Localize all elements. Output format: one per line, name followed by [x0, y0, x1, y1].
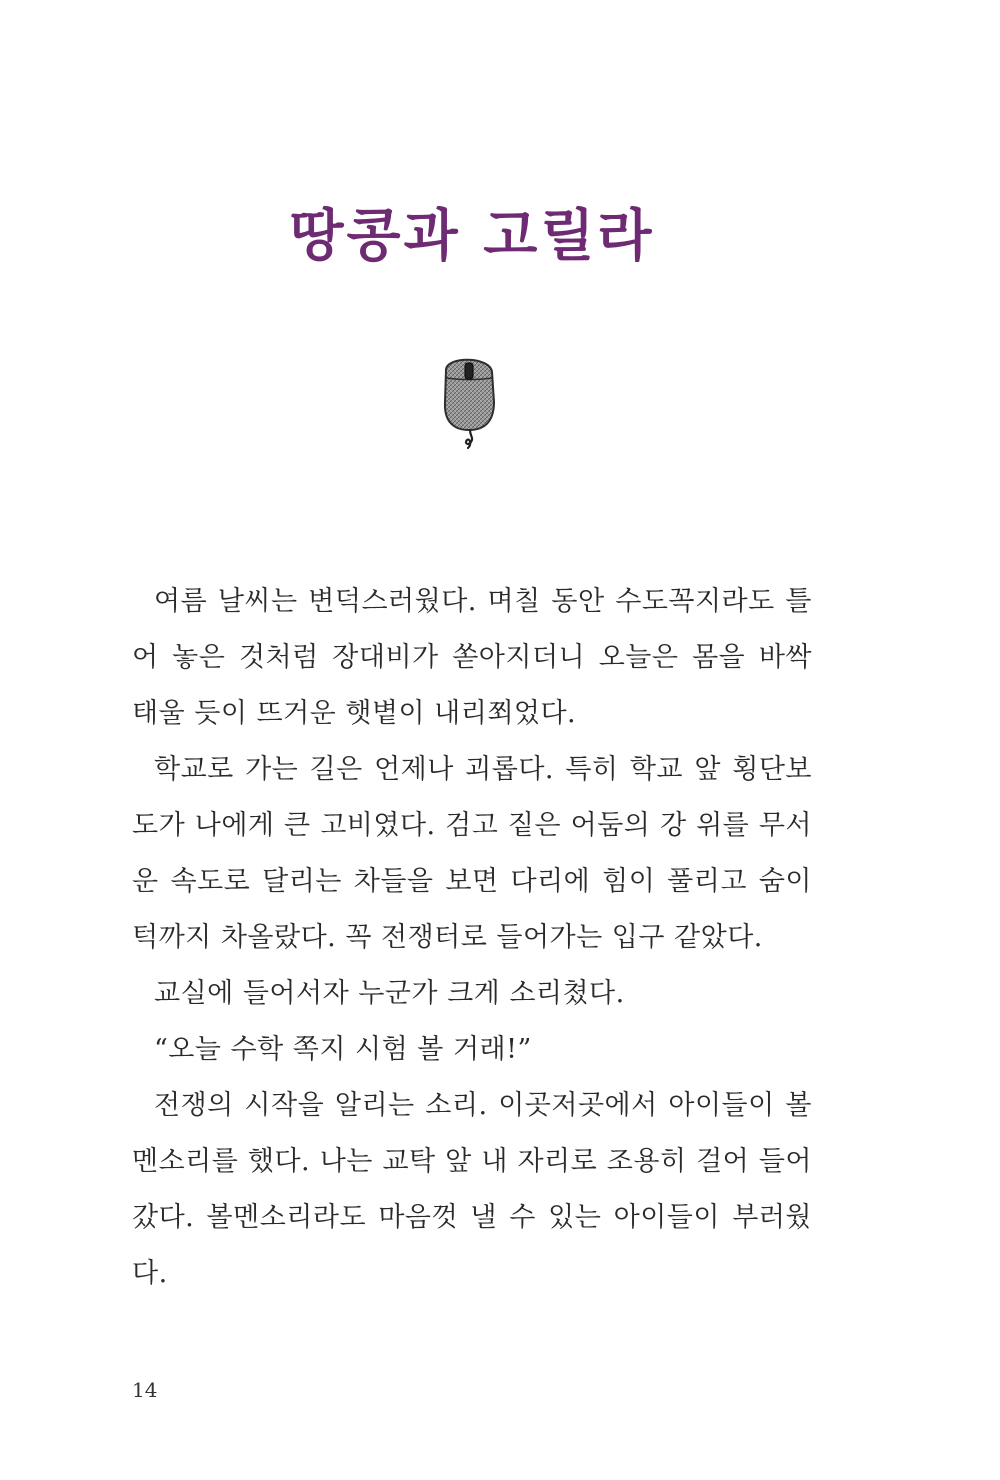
page-number: 14 — [132, 1378, 158, 1402]
paragraph-1: 여름 날씨는 변덕스러웠다. 며칠 동안 수도꼭지라도 틀어 놓은 것처럼 장대비가 쏟아지더니 오늘은 몸을 바싹 태울 듯이 뜨거운 햇볕이 내리쬐었다. — [132, 586, 812, 729]
chapter-body — [132, 574, 812, 1302]
paragraph-5: 전쟁의 시작을 알리는 소리. 이곳저곳에서 아이들이 볼멘소리를 했다. 나는 교탁 앞 내 자리로 조용히 걸어 들어갔다. 볼멘소리라도 마음껏 낼 수 있는 아이들이 부러웠다. — [132, 1090, 812, 1289]
chapter-title: 땅콩과 고릴라 — [289, 204, 655, 269]
computer-mouse-drawing-icon — [434, 350, 504, 454]
paragraph-2: 학교로 가는 길은 언제나 괴롭다. 특히 학교 앞 횡단보도가 나에게 큰 고비였다. 검고 짙은 어둠의 강 위를 무서운 속도로 달리는 차들을 보면 다리에 힘이 풀리고 숨이 턱까지 차올랐다. 꼭 전쟁터로 들어가는 입구 같았다. — [132, 754, 812, 953]
paragraph-4-dialogue: “오늘 수학 쪽지 시험 볼 거래!” — [154, 1034, 532, 1065]
paragraph-3: 교실에 들어서자 누군가 크게 소리쳤다. — [154, 978, 625, 1009]
